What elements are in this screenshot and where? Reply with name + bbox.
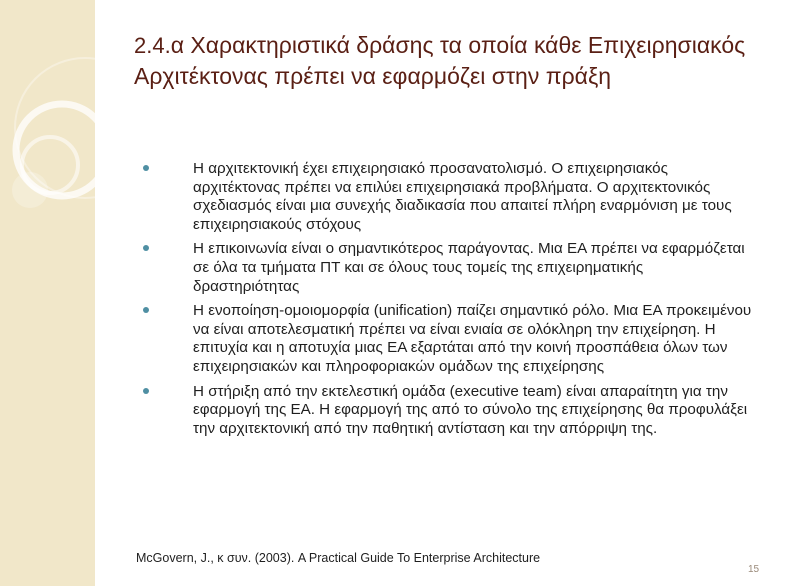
slide-title	[134, 30, 754, 92]
bullet-item	[143, 240, 753, 296]
decorative-circles-graphic	[0, 0, 95, 586]
bullet-dot-icon	[143, 165, 149, 171]
bullet-dot-icon	[143, 307, 149, 313]
bullet-text: Η στήριξη από την εκτελεστική ομάδα (executive team) είναι απαραίτητη για την εφαρμογή της ΕΑ. Η εφαρμογή της από το σύνολο της επιχείρησης θα προφυλάξει την αρχιτεκτονική από την παθητική αντίσταση και την απόρριψη της.	[193, 382, 748, 437]
bullet-text: Η επικοινωνία είναι ο σημαντικότερος παράγοντας. Μια ΕΑ πρέπει να εφαρμόζεται σε όλα τα τμήματα ΠΤ και σε όλους τους τομείς της επιχειρηματικής δραστηριότητας	[193, 240, 745, 295]
bullet-dot-icon	[143, 245, 149, 251]
bullet-item	[143, 383, 753, 439]
bullet-item	[143, 302, 753, 376]
bullet-text: Η αρχιτεκτονική έχει επιχειρησιακό προσανατολισμό. Ο επιχειρησιακός αρχιτέκτονας πρέπει να επιλύει επιχειρησιακά προβλήματα. Ο αρχιτεκτονικός σχεδιασμός είναι μια συνεχής διαδικασία που απαιτεί πλήρη εναρμόνιση με τους επιχειρησιακούς στόχους	[193, 160, 732, 233]
bullet-list	[143, 160, 753, 444]
bullet-text: Η ενοποίηση-ομοιομορφία (unification) παίζει σημαντικό ρόλο. Μια ΕΑ προκειμένου να είναι αποτελεσματική πρέπει να είναι ενιαία σε ολόκληρη την επιχείρηση. Η επιτυχία και η αποτυχία μιας ΕΑ εξαρτάται από την κοινή προσπάθεια όλων των επιχειρησιακών και πληροφοριακών ομάδων της επιχείρησης	[193, 302, 752, 375]
slide-title-number: 2.4.	[134, 33, 171, 58]
reference-citation: McGovern, J., κ συν. (2003). A Practical Guide To Enterprise Architecture	[136, 551, 541, 565]
decorative-side-band	[0, 0, 95, 586]
slide-title-text: α Χαρακτηριστικά δράσης τα οποία κάθε Επιχειρησιακός Αρχιτέκτονας πρέπει να εφαρμόζει στην πράξη	[134, 32, 746, 89]
bullet-dot-icon	[143, 388, 149, 394]
bullet-item	[143, 160, 753, 234]
page-number: 15	[748, 564, 760, 575]
